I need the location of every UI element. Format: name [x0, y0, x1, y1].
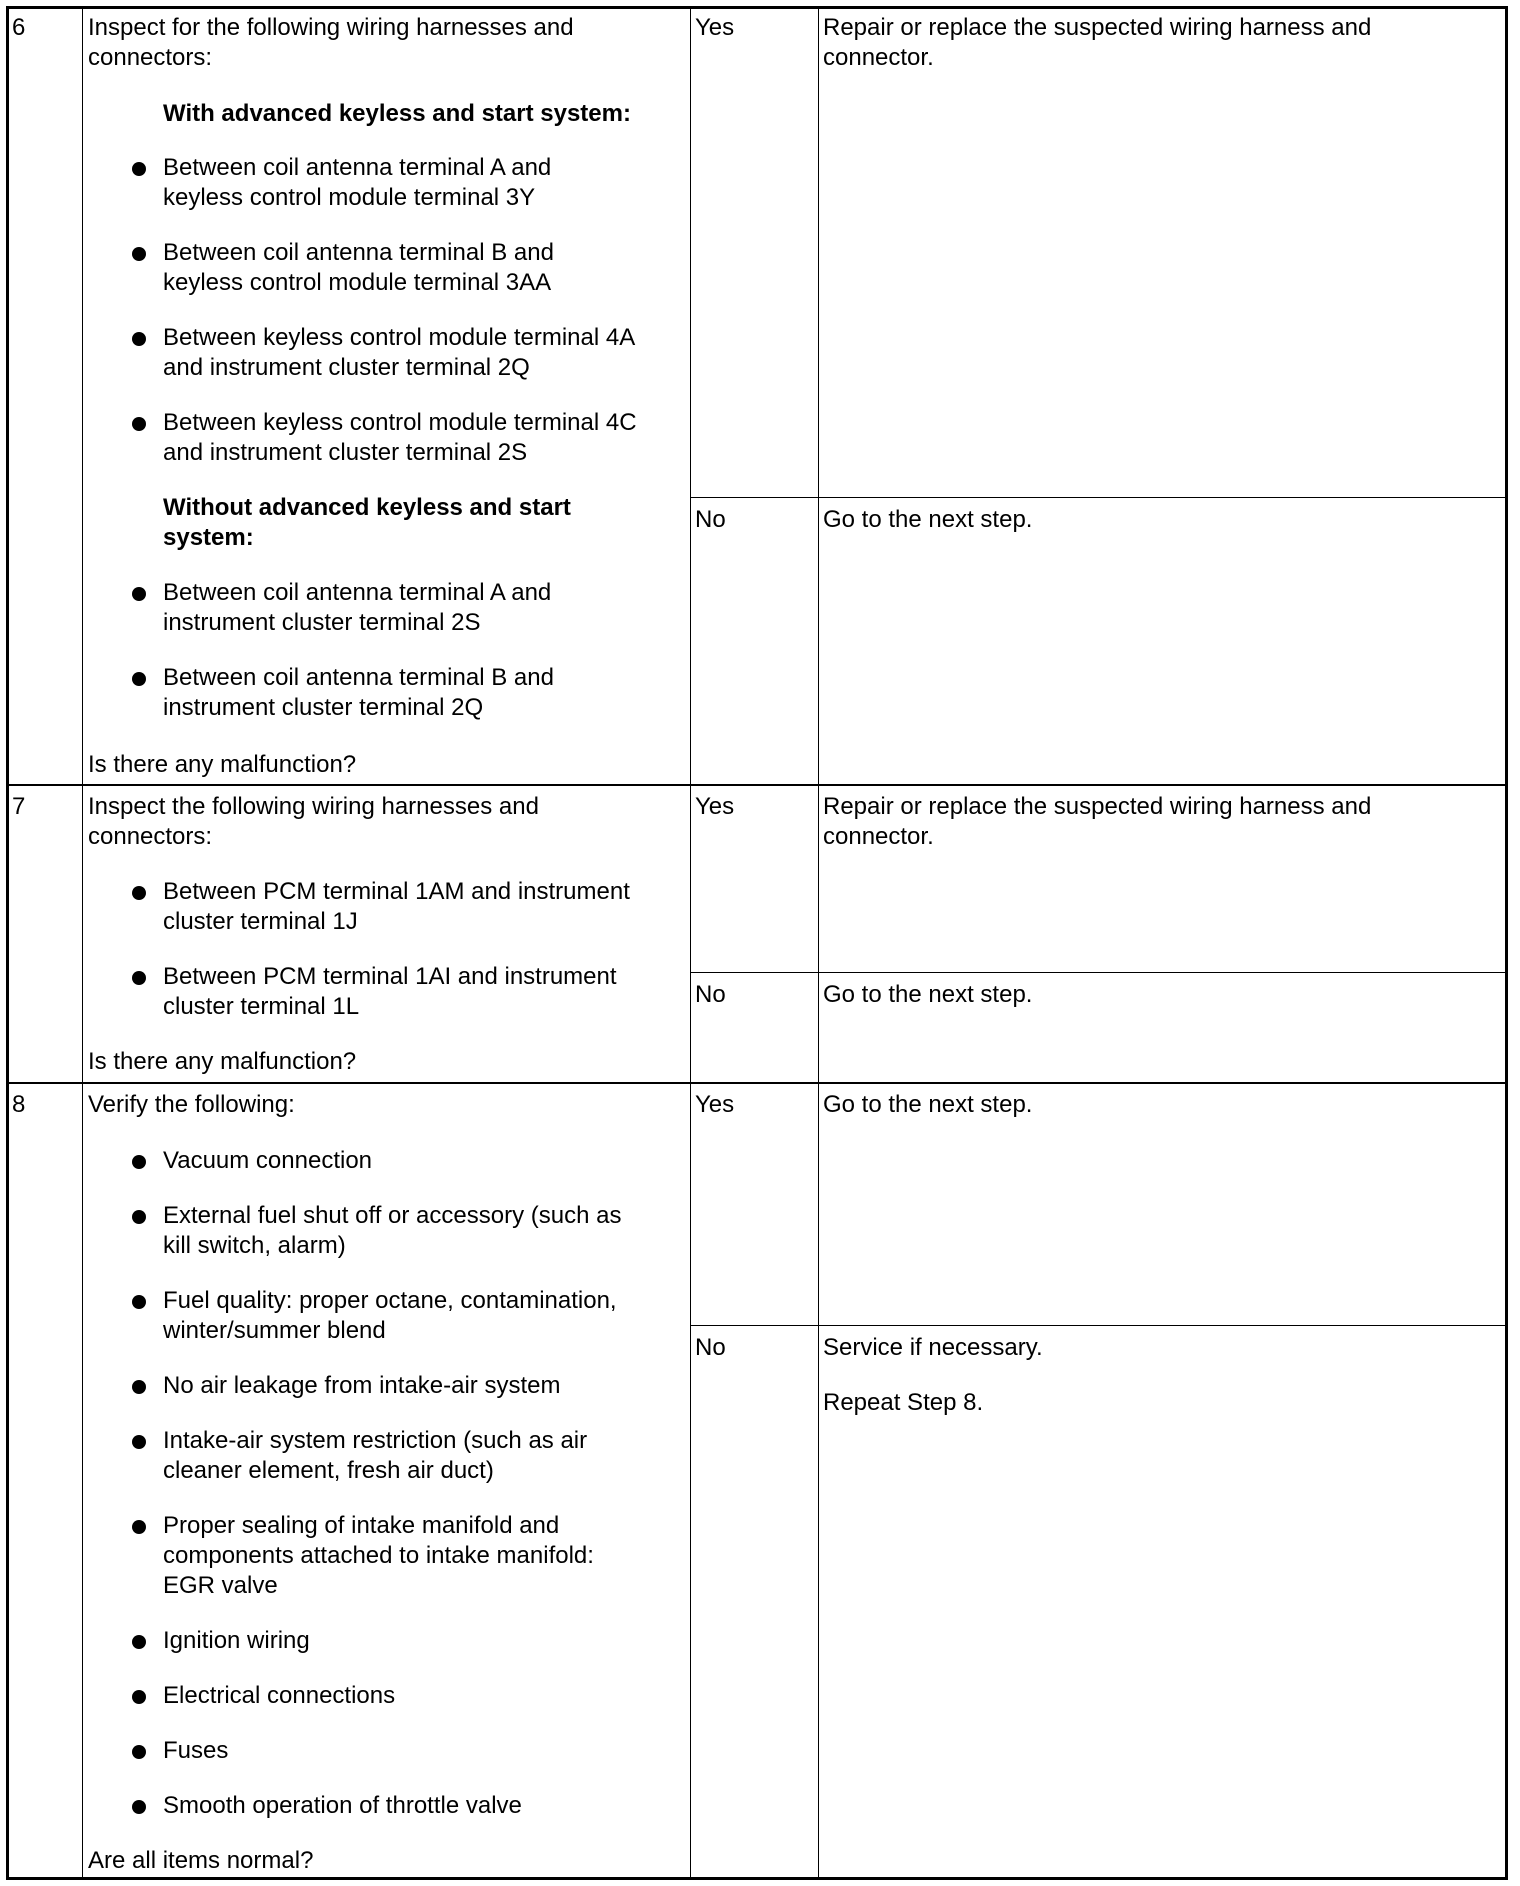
group-heading-with-keyless: With advanced keyless and start system: — [163, 100, 631, 127]
list-item: keyless control module terminal 3AA — [163, 269, 552, 296]
bullet-icon — [132, 971, 146, 985]
list-item: winter/summer blend — [163, 1317, 386, 1344]
list-item: Proper sealing of intake manifold and — [163, 1512, 560, 1539]
instruction-text: connectors: — [88, 44, 213, 71]
bullet-icon — [132, 1520, 146, 1534]
bullet-icon — [132, 1210, 146, 1224]
group-heading-without-keyless: system: — [163, 524, 254, 551]
list-item: and instrument cluster terminal 2S — [163, 439, 528, 466]
column-divider-instruction — [690, 6, 691, 1880]
list-item: Fuel quality: proper octane, contamination, — [163, 1287, 617, 1314]
bullet-icon — [132, 672, 146, 686]
action-text: connector. — [823, 823, 934, 850]
bullet-icon — [132, 1155, 146, 1169]
bullet-icon — [132, 1380, 146, 1394]
column-divider-answer — [818, 6, 819, 1880]
bullet-icon — [132, 417, 146, 431]
answer-no: No — [695, 1334, 726, 1361]
bullet-icon — [132, 332, 146, 346]
list-item: Between coil antenna terminal A and — [163, 579, 552, 606]
list-item: cluster terminal 1L — [163, 993, 360, 1020]
bullet-icon — [132, 1435, 146, 1449]
list-item: cluster terminal 1J — [163, 908, 358, 935]
list-item: keyless control module terminal 3Y — [163, 184, 536, 211]
action-text: Service if necessary. — [823, 1334, 1043, 1361]
row-divider-step7 — [6, 784, 1508, 786]
step-number: 6 — [12, 14, 26, 41]
list-item: kill switch, alarm) — [163, 1232, 346, 1259]
question-text: Is there any malfunction? — [88, 1048, 357, 1075]
list-item: instrument cluster terminal 2Q — [163, 694, 484, 721]
row-divider-step8 — [6, 1082, 1508, 1084]
action-text: Go to the next step. — [823, 506, 1033, 533]
answer-no: No — [695, 981, 726, 1008]
bullet-icon — [132, 886, 146, 900]
bullet-icon — [132, 1690, 146, 1704]
list-item: instrument cluster terminal 2S — [163, 609, 481, 636]
action-text: Repair or replace the suspected wiring harness and — [823, 793, 1372, 820]
result-divider-step6 — [690, 497, 1508, 498]
action-text: Repair or replace the suspected wiring harness and — [823, 14, 1372, 41]
instruction-text: connectors: — [88, 823, 213, 850]
list-item: No air leakage from intake-air system — [163, 1372, 561, 1399]
list-item: Ignition wiring — [163, 1627, 310, 1654]
result-divider-step8 — [690, 1325, 1508, 1326]
answer-yes: Yes — [695, 1091, 735, 1118]
step-number: 8 — [12, 1091, 26, 1118]
bullet-icon — [132, 587, 146, 601]
answer-no: No — [695, 506, 726, 533]
action-text: connector. — [823, 44, 934, 71]
list-item: Between keyless control module terminal 4C — [163, 409, 637, 436]
question-text: Are all items normal? — [88, 1847, 314, 1874]
bullet-icon — [132, 1295, 146, 1309]
instruction-text: Verify the following: — [88, 1091, 295, 1118]
bullet-icon — [132, 162, 146, 176]
bullet-icon — [132, 1745, 146, 1759]
action-text: Go to the next step. — [823, 1091, 1033, 1118]
list-item: Between keyless control module terminal 4A — [163, 324, 636, 351]
bullet-icon — [132, 1635, 146, 1649]
bullet-icon — [132, 1800, 146, 1814]
list-item: Smooth operation of throttle valve — [163, 1792, 522, 1819]
list-item: EGR valve — [163, 1572, 278, 1599]
list-item: Vacuum connection — [163, 1147, 373, 1174]
list-item: Between coil antenna terminal A and — [163, 154, 552, 181]
instruction-text: Inspect for the following wiring harnesses and — [88, 14, 574, 41]
result-divider-step7 — [690, 972, 1508, 973]
list-item: External fuel shut off or accessory (such as — [163, 1202, 622, 1229]
list-item: Between coil antenna terminal B and — [163, 664, 554, 691]
action-text: Repeat Step 8. — [823, 1389, 984, 1416]
answer-yes: Yes — [695, 14, 735, 41]
bullet-icon — [132, 247, 146, 261]
list-item: Between coil antenna terminal B and — [163, 239, 554, 266]
question-text: Is there any malfunction? — [88, 751, 357, 778]
list-item: Between PCM terminal 1AI and instrument — [163, 963, 617, 990]
step-number: 7 — [12, 793, 26, 820]
list-item: Intake-air system restriction (such as air — [163, 1427, 588, 1454]
column-divider-step — [82, 6, 83, 1880]
list-item: and instrument cluster terminal 2Q — [163, 354, 530, 381]
list-item: Electrical connections — [163, 1682, 396, 1709]
group-heading-without-keyless: Without advanced keyless and start — [163, 494, 571, 521]
answer-yes: Yes — [695, 793, 735, 820]
list-item: components attached to intake manifold: — [163, 1542, 594, 1569]
list-item: cleaner element, fresh air duct) — [163, 1457, 494, 1484]
action-text: Go to the next step. — [823, 981, 1033, 1008]
list-item: Fuses — [163, 1737, 229, 1764]
instruction-text: Inspect the following wiring harnesses and — [88, 793, 539, 820]
list-item: Between PCM terminal 1AM and instrument — [163, 878, 630, 905]
